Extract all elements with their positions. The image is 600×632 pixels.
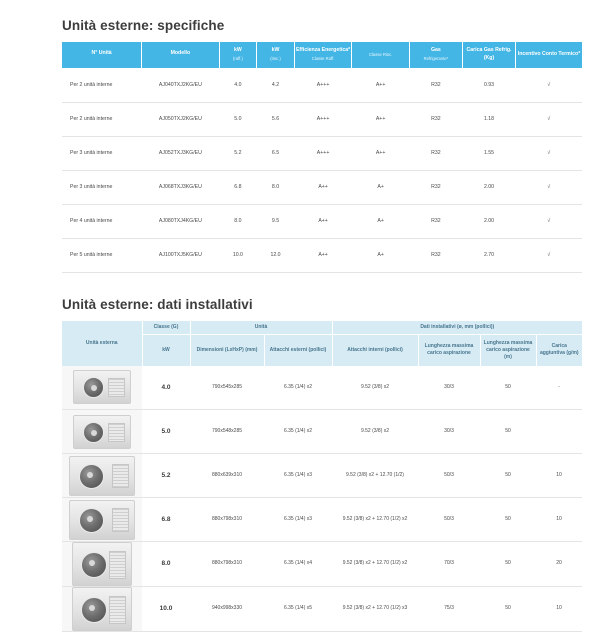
- cell-kw-raff: 5.0: [219, 102, 257, 136]
- cell-attacchi-esterni: 6.35 (1/4) x3: [264, 454, 332, 498]
- cell-eff-risc: A++: [352, 102, 410, 136]
- cell-dimensioni: 880x798x310: [190, 542, 264, 587]
- cell-kw: 5.0: [142, 410, 190, 454]
- table-row: [62, 238, 582, 272]
- cell-gas: R32: [409, 68, 462, 102]
- cell-gas: R32: [409, 136, 462, 170]
- spec-table-header-row: [62, 42, 582, 68]
- cell-carica: 2.00: [462, 170, 515, 204]
- outdoor-unit-icon: [73, 415, 131, 449]
- grille-icon: [108, 423, 125, 442]
- header-lunghezza-massima-2: Lunghezza massima carico aspirazione (m): [480, 334, 536, 366]
- outdoor-unit-icon: [72, 542, 132, 586]
- spec-section-title: Unità esterne: specifiche: [62, 18, 580, 33]
- header-numero-unita: N° Unità: [62, 42, 142, 68]
- header-efficienza-raff: Efficienza Energetica* Classe Raff.: [294, 42, 352, 68]
- cell-kw-raff: 4.0: [219, 68, 257, 102]
- fan-icon: [83, 422, 104, 443]
- cell-kw: 4.0: [142, 366, 190, 410]
- cell-attacchi-esterni: 6.35 (1/4) x5: [264, 587, 332, 632]
- cell-modello: AJ068TXJ3KG/EU: [142, 170, 219, 204]
- table-row: [62, 68, 582, 102]
- table-row: [62, 410, 582, 454]
- cell-kw-risc: 12.0: [257, 238, 295, 272]
- cell-eff-risc: A+: [352, 204, 410, 238]
- cell-unit-image: [62, 410, 142, 454]
- cell-eff-risc: A++: [352, 68, 410, 102]
- header-dati-installativi: Dati installativi (ø, mm (pollici)): [332, 321, 582, 335]
- header-attacchi-interni: Attacchi interni (pollici): [332, 334, 418, 366]
- cell-dimensioni: 880x798x310: [190, 498, 264, 542]
- cell-modello: AJ100TXJ5KG/EU: [142, 238, 219, 272]
- cell-carica: 2.00: [462, 204, 515, 238]
- cell-gas: R32: [409, 204, 462, 238]
- header-classe-kw-top: Classe (G): [142, 321, 190, 335]
- cell-carica: 1.55: [462, 136, 515, 170]
- cell-attacchi-interni: 9.52 (3/8) x2 + 12.70 (1/2) x2: [332, 542, 418, 587]
- cell-kw-risc: 4.2: [257, 68, 295, 102]
- header-kw-raffrescamento: kW (raff.): [219, 42, 257, 68]
- table-row: [62, 454, 582, 498]
- cell-gas: R32: [409, 238, 462, 272]
- outdoor-unit-icon: [69, 456, 135, 496]
- cell-dimensioni: 880x639x310: [190, 454, 264, 498]
- cell-carica: 2.70: [462, 238, 515, 272]
- cell-lunghezza-2: 50: [480, 498, 536, 542]
- cell-lunghezza-2: 50: [480, 366, 536, 410]
- outdoor-unit-icon: [69, 500, 135, 540]
- cell-attacchi-esterni: 6.35 (1/4) x4: [264, 542, 332, 587]
- cell-incentivo: √: [516, 170, 582, 204]
- cell-unita: Per 3 unità interne: [62, 136, 142, 170]
- cell-gas: R32: [409, 170, 462, 204]
- cell-eff-raff: A++: [294, 170, 352, 204]
- table-row: [62, 170, 582, 204]
- cell-lunghezza-2: 50: [480, 587, 536, 632]
- cell-modello: AJ050TXJ2KG/EU: [142, 102, 219, 136]
- fan-icon: [81, 552, 107, 578]
- cell-unita: Per 2 unità interne: [62, 102, 142, 136]
- outdoor-units-install-table: [62, 321, 582, 632]
- cell-kw-raff: 10.0: [219, 238, 257, 272]
- header-attacchi-esterni: Attacchi esterni (pollici): [264, 334, 332, 366]
- cell-eff-risc: A+: [352, 238, 410, 272]
- cell-attacchi-interni: 9.52 (3/8) x2 + 12.70 (1/2): [332, 454, 418, 498]
- outdoor-unit-icon: [73, 370, 131, 404]
- header-unita-esterna: Unità esterna: [62, 321, 142, 366]
- cell-incentivo: √: [516, 204, 582, 238]
- cell-lunghezza: 75/3: [418, 587, 480, 632]
- cell-carica-aggiuntiva: 20: [536, 542, 582, 587]
- grille-icon: [112, 508, 129, 532]
- cell-incentivo: √: [516, 68, 582, 102]
- header-carica-gas: Carica Gas Refrig. (Kg): [462, 42, 515, 68]
- table-row: [62, 136, 582, 170]
- cell-gas: R32: [409, 102, 462, 136]
- header-gas-refrigerante: Gas Refrigerante*: [409, 42, 462, 68]
- outdoor-unit-icon: [72, 587, 132, 631]
- cell-eff-raff: A++: [294, 238, 352, 272]
- header-incentivo: Incentivo Conto Termico*: [516, 42, 582, 68]
- cell-kw-raff: 5.2: [219, 136, 257, 170]
- install-section-title: Unità esterne: dati installativi: [62, 297, 580, 312]
- cell-attacchi-interni: 9.52 (3/8) x2: [332, 366, 418, 410]
- outdoor-units-spec-table: [62, 42, 582, 273]
- cell-kw: 5.2: [142, 454, 190, 498]
- header-dimensioni: Dimensioni (LxHxP) (mm): [190, 334, 264, 366]
- cell-unita: Per 3 unità interne: [62, 170, 142, 204]
- cell-kw-risc: 8.0: [257, 170, 295, 204]
- fan-icon: [79, 508, 104, 533]
- header-carica-aggiuntiva: Carica aggiuntiva (g/m): [536, 334, 582, 366]
- cell-kw: 8.0: [142, 542, 190, 587]
- table-row: [62, 366, 582, 410]
- grille-icon: [109, 596, 126, 624]
- cell-carica-aggiuntiva: 10: [536, 587, 582, 632]
- cell-eff-raff: A+++: [294, 136, 352, 170]
- header-classe-kw-sub: kW: [142, 334, 190, 366]
- cell-unit-image: [62, 454, 142, 498]
- cell-modello: AJ080TXJ4KG/EU: [142, 204, 219, 238]
- grille-icon: [108, 378, 125, 397]
- cell-attacchi-esterni: 6.35 (1/4) x2: [264, 366, 332, 410]
- cell-kw: 6.8: [142, 498, 190, 542]
- fan-icon: [81, 597, 107, 623]
- cell-lunghezza-2: 50: [480, 454, 536, 498]
- cell-eff-raff: A++: [294, 204, 352, 238]
- header-lunghezza-massima: Lunghezza massima carico aspirazione: [418, 334, 480, 366]
- cell-incentivo: √: [516, 136, 582, 170]
- cell-incentivo: √: [516, 102, 582, 136]
- cell-dimensioni: 940x998x330: [190, 587, 264, 632]
- cell-lunghezza: 50/3: [418, 498, 480, 542]
- cell-kw-risc: 5.6: [257, 102, 295, 136]
- cell-unita: Per 4 unità interne: [62, 204, 142, 238]
- cell-lunghezza-2: 50: [480, 410, 536, 454]
- fan-icon: [83, 377, 104, 398]
- table-row: [62, 587, 582, 632]
- cell-unit-image: [62, 587, 142, 632]
- cell-unita: Per 5 unità interne: [62, 238, 142, 272]
- cell-carica-aggiuntiva: 10: [536, 454, 582, 498]
- table-row: [62, 498, 582, 542]
- cell-unit-image: [62, 498, 142, 542]
- cell-modello: AJ052TXJ3KG/EU: [142, 136, 219, 170]
- cell-kw-risc: 9.5: [257, 204, 295, 238]
- cell-carica-aggiuntiva: 10: [536, 498, 582, 542]
- header-efficienza-risc: Classe Risc.: [352, 42, 410, 68]
- cell-kw: 10.0: [142, 587, 190, 632]
- table-row: [62, 542, 582, 587]
- cell-kw-raff: 6.8: [219, 170, 257, 204]
- cell-lunghezza-2: 50: [480, 542, 536, 587]
- cell-modello: AJ040TXJ2KG/EU: [142, 68, 219, 102]
- cell-dimensioni: 790x545x285: [190, 366, 264, 410]
- cell-attacchi-esterni: 6.35 (1/4) x3: [264, 498, 332, 542]
- cell-eff-raff: A+++: [294, 68, 352, 102]
- cell-lunghezza: 50/3: [418, 454, 480, 498]
- cell-unit-image: [62, 542, 142, 587]
- fan-icon: [79, 464, 104, 489]
- cell-lunghezza: 70/3: [418, 542, 480, 587]
- cell-incentivo: √: [516, 238, 582, 272]
- table-row: [62, 204, 582, 238]
- cell-eff-risc: A++: [352, 136, 410, 170]
- cell-unit-image: [62, 366, 142, 410]
- header-modello: Modello: [142, 42, 219, 68]
- cell-attacchi-interni: 9.52 (3/8) x2: [332, 410, 418, 454]
- cell-carica-aggiuntiva: -: [536, 366, 582, 410]
- cell-carica: 0.93: [462, 68, 515, 102]
- header-kw-riscaldamento: kW (risc.): [257, 42, 295, 68]
- cell-kw-risc: 6.5: [257, 136, 295, 170]
- cell-lunghezza: 30/3: [418, 410, 480, 454]
- grille-icon: [112, 464, 129, 488]
- cell-eff-raff: A+++: [294, 102, 352, 136]
- cell-attacchi-interni: 9.52 (3/8) x2 + 12.70 (1/2) x2: [332, 498, 418, 542]
- install-table-header-row-top: [62, 321, 582, 335]
- cell-carica-aggiuntiva: [536, 410, 582, 454]
- cell-lunghezza: 30/3: [418, 366, 480, 410]
- cell-eff-risc: A+: [352, 170, 410, 204]
- cell-unita: Per 2 unità interne: [62, 68, 142, 102]
- cell-kw-raff: 8.0: [219, 204, 257, 238]
- cell-attacchi-esterni: 6.35 (1/4) x2: [264, 410, 332, 454]
- cell-dimensioni: 790x548x285: [190, 410, 264, 454]
- cell-carica: 1.18: [462, 102, 515, 136]
- grille-icon: [109, 551, 126, 579]
- table-row: [62, 102, 582, 136]
- cell-attacchi-interni: 9.52 (3/8) x2 + 12.70 (1/2) x3: [332, 587, 418, 632]
- header-unita-top: Unità: [190, 321, 332, 335]
